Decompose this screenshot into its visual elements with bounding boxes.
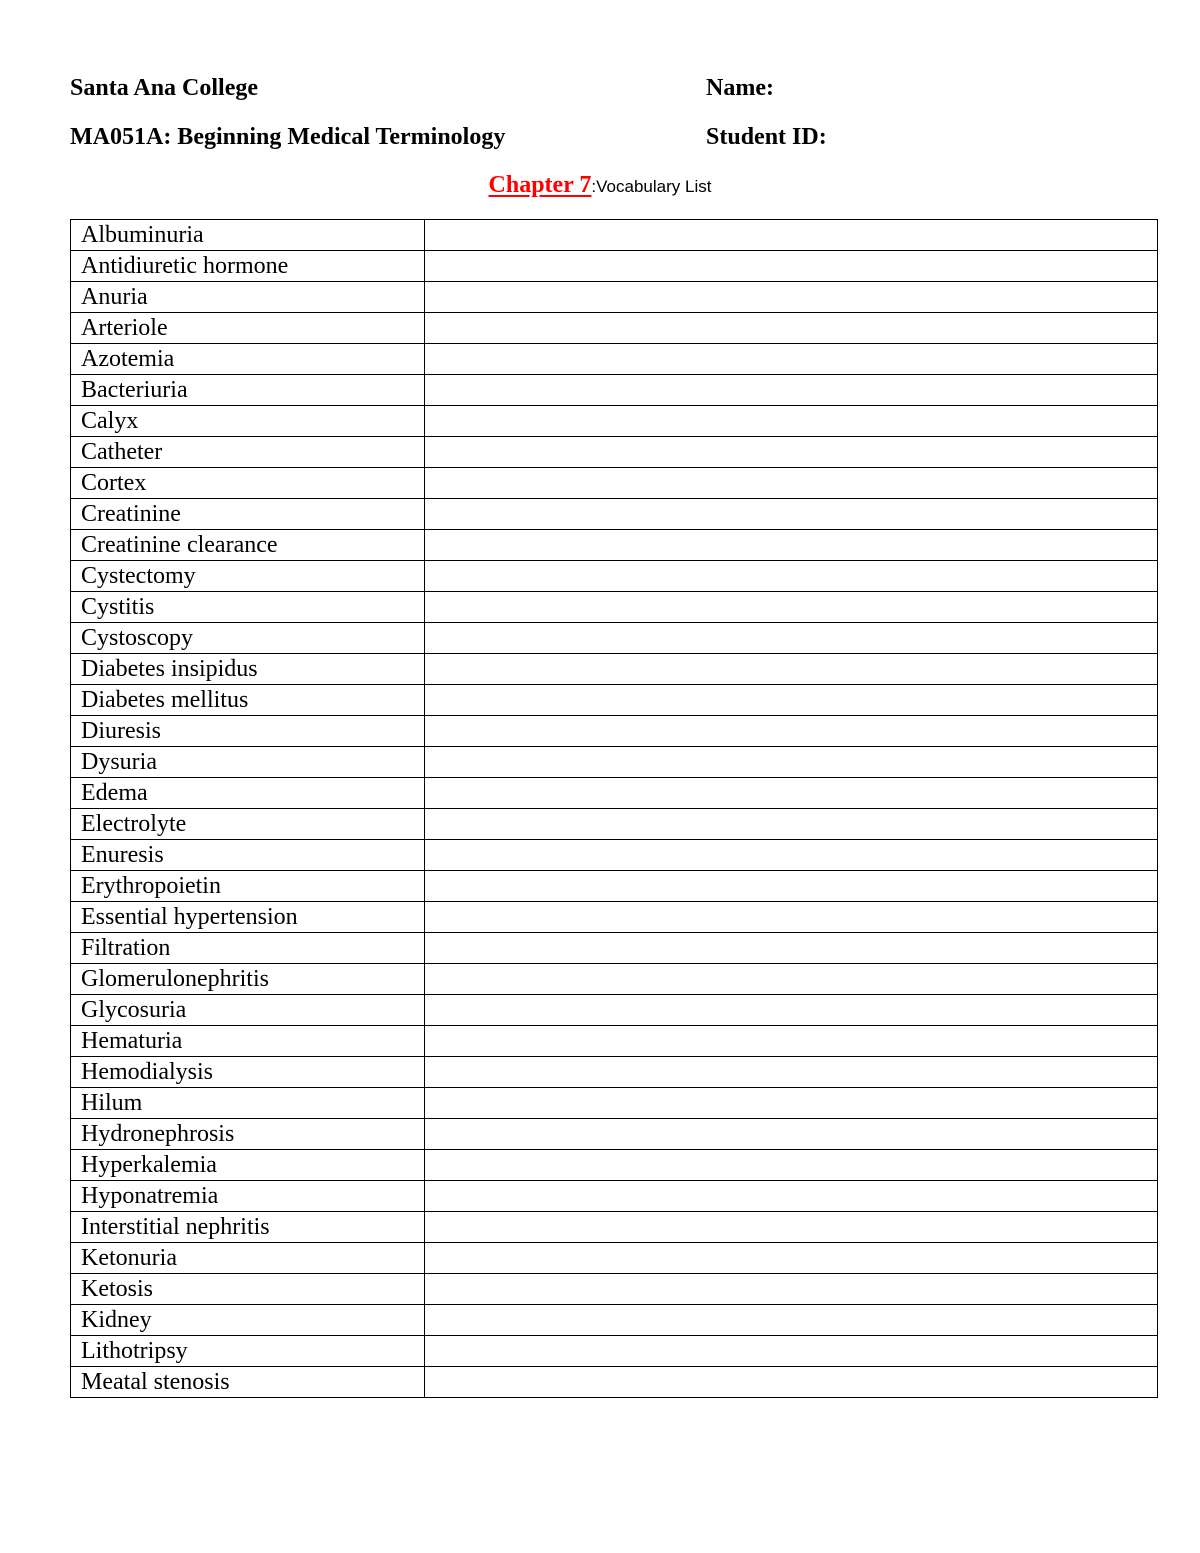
table-row [71,561,1158,592]
table-row [71,1026,1158,1057]
table-row [71,375,1158,406]
table-row [71,1150,1158,1181]
term-cell: Hilum [71,1088,425,1119]
term-cell: Azotemia [71,344,425,375]
definition-cell[interactable] [425,716,1158,747]
definition-cell[interactable] [425,1336,1158,1367]
definition-cell[interactable] [425,406,1158,437]
term-cell: Cortex [71,468,425,499]
table-row [71,251,1158,282]
table-row [71,499,1158,530]
table-row [71,468,1158,499]
term-cell: Albuminuria [71,220,425,251]
vocabulary-table [70,219,1158,1398]
table-row [71,1119,1158,1150]
definition-cell[interactable] [425,747,1158,778]
table-row [71,778,1158,809]
table-row [71,685,1158,716]
term-cell: Electrolyte [71,809,425,840]
term-cell: Cystitis [71,592,425,623]
definition-cell[interactable] [425,1057,1158,1088]
table-row [71,282,1158,313]
table-row [71,747,1158,778]
term-cell: Interstitial nephritis [71,1212,425,1243]
definition-cell[interactable] [425,1181,1158,1212]
definition-cell[interactable] [425,1367,1158,1398]
definition-cell[interactable] [425,499,1158,530]
term-cell: Glomerulonephritis [71,964,425,995]
table-row [71,1057,1158,1088]
definition-cell[interactable] [425,840,1158,871]
table-row [71,1181,1158,1212]
term-cell: Lithotripsy [71,1336,425,1367]
term-cell: Ketosis [71,1274,425,1305]
table-row [71,437,1158,468]
table-row [71,1212,1158,1243]
table-row [71,1336,1158,1367]
subtitle-separator: : [591,177,597,196]
definition-cell[interactable] [425,995,1158,1026]
term-cell: Cystoscopy [71,623,425,654]
definition-cell[interactable] [425,282,1158,313]
table-row [71,406,1158,437]
term-cell: Enuresis [71,840,425,871]
definition-cell[interactable] [425,1305,1158,1336]
definition-cell[interactable] [425,1119,1158,1150]
term-cell: Ketonuria [71,1243,425,1274]
definition-cell[interactable] [425,902,1158,933]
term-cell: Hematuria [71,1026,425,1057]
table-row [71,933,1158,964]
table-row [71,623,1158,654]
table-row [71,1243,1158,1274]
definition-cell[interactable] [425,623,1158,654]
term-cell: Calyx [71,406,425,437]
subtitle-text: Vocabulary List [596,177,712,196]
table-row [71,716,1158,747]
definition-cell[interactable] [425,561,1158,592]
term-cell: Glycosuria [71,995,425,1026]
term-cell: Hyponatremia [71,1181,425,1212]
table-row [71,995,1158,1026]
term-cell: Hyperkalemia [71,1150,425,1181]
term-cell: Essential hypertension [71,902,425,933]
table-row [71,871,1158,902]
term-cell: Cystectomy [71,561,425,592]
definition-cell[interactable] [425,1274,1158,1305]
term-cell: Diuresis [71,716,425,747]
vocabulary-table-body [71,220,1158,1398]
table-row [71,809,1158,840]
definition-cell[interactable] [425,964,1158,995]
table-row [71,1305,1158,1336]
term-cell: Erythropoietin [71,871,425,902]
definition-cell[interactable] [425,468,1158,499]
table-row [71,1274,1158,1305]
term-cell: Diabetes mellitus [71,685,425,716]
term-cell: Antidiuretic hormone [71,251,425,282]
definition-cell[interactable] [425,685,1158,716]
college-name: Santa Ana College [70,75,259,101]
table-row [71,592,1158,623]
definition-cell[interactable] [425,871,1158,902]
definition-cell[interactable] [425,1243,1158,1274]
term-cell: Anuria [71,282,425,313]
term-cell: Creatinine [71,499,425,530]
definition-cell[interactable] [425,220,1158,251]
term-cell: Diabetes insipidus [71,654,425,685]
name-label: Name: [706,75,774,101]
term-cell: Hydronephrosis [71,1119,425,1150]
table-row [71,1088,1158,1119]
chapter-heading: Chapter 7 [488,172,592,198]
term-cell: Arteriole [71,313,425,344]
term-cell: Edema [71,778,425,809]
page-subtitle [0,172,1200,199]
term-cell: Creatinine clearance [71,530,425,561]
definition-cell[interactable] [425,313,1158,344]
student-id-label: Student ID: [706,124,827,150]
definition-cell[interactable] [425,437,1158,468]
table-row [71,654,1158,685]
table-row [71,1367,1158,1398]
term-cell: Catheter [71,437,425,468]
definition-cell[interactable] [425,1150,1158,1181]
definition-cell[interactable] [425,1088,1158,1119]
term-cell: Bacteriuria [71,375,425,406]
table-row [71,220,1158,251]
definition-cell[interactable] [425,933,1158,964]
definition-cell[interactable] [425,809,1158,840]
definition-cell[interactable] [425,592,1158,623]
table-row [71,840,1158,871]
definition-cell[interactable] [425,778,1158,809]
table-row [71,313,1158,344]
definition-cell[interactable] [425,1212,1158,1243]
definition-cell[interactable] [425,375,1158,406]
term-cell: Hemodialysis [71,1057,425,1088]
table-row [71,902,1158,933]
definition-cell[interactable] [425,251,1158,282]
table-row [71,964,1158,995]
term-cell: Dysuria [71,747,425,778]
definition-cell[interactable] [425,530,1158,561]
term-cell: Filtration [71,933,425,964]
definition-cell[interactable] [425,654,1158,685]
table-row [71,344,1158,375]
definition-cell[interactable] [425,344,1158,375]
term-cell: Meatal stenosis [71,1367,425,1398]
course-title: MA051A: Beginning Medical Terminology [70,124,506,150]
term-cell: Kidney [71,1305,425,1336]
table-row [71,530,1158,561]
definition-cell[interactable] [425,1026,1158,1057]
